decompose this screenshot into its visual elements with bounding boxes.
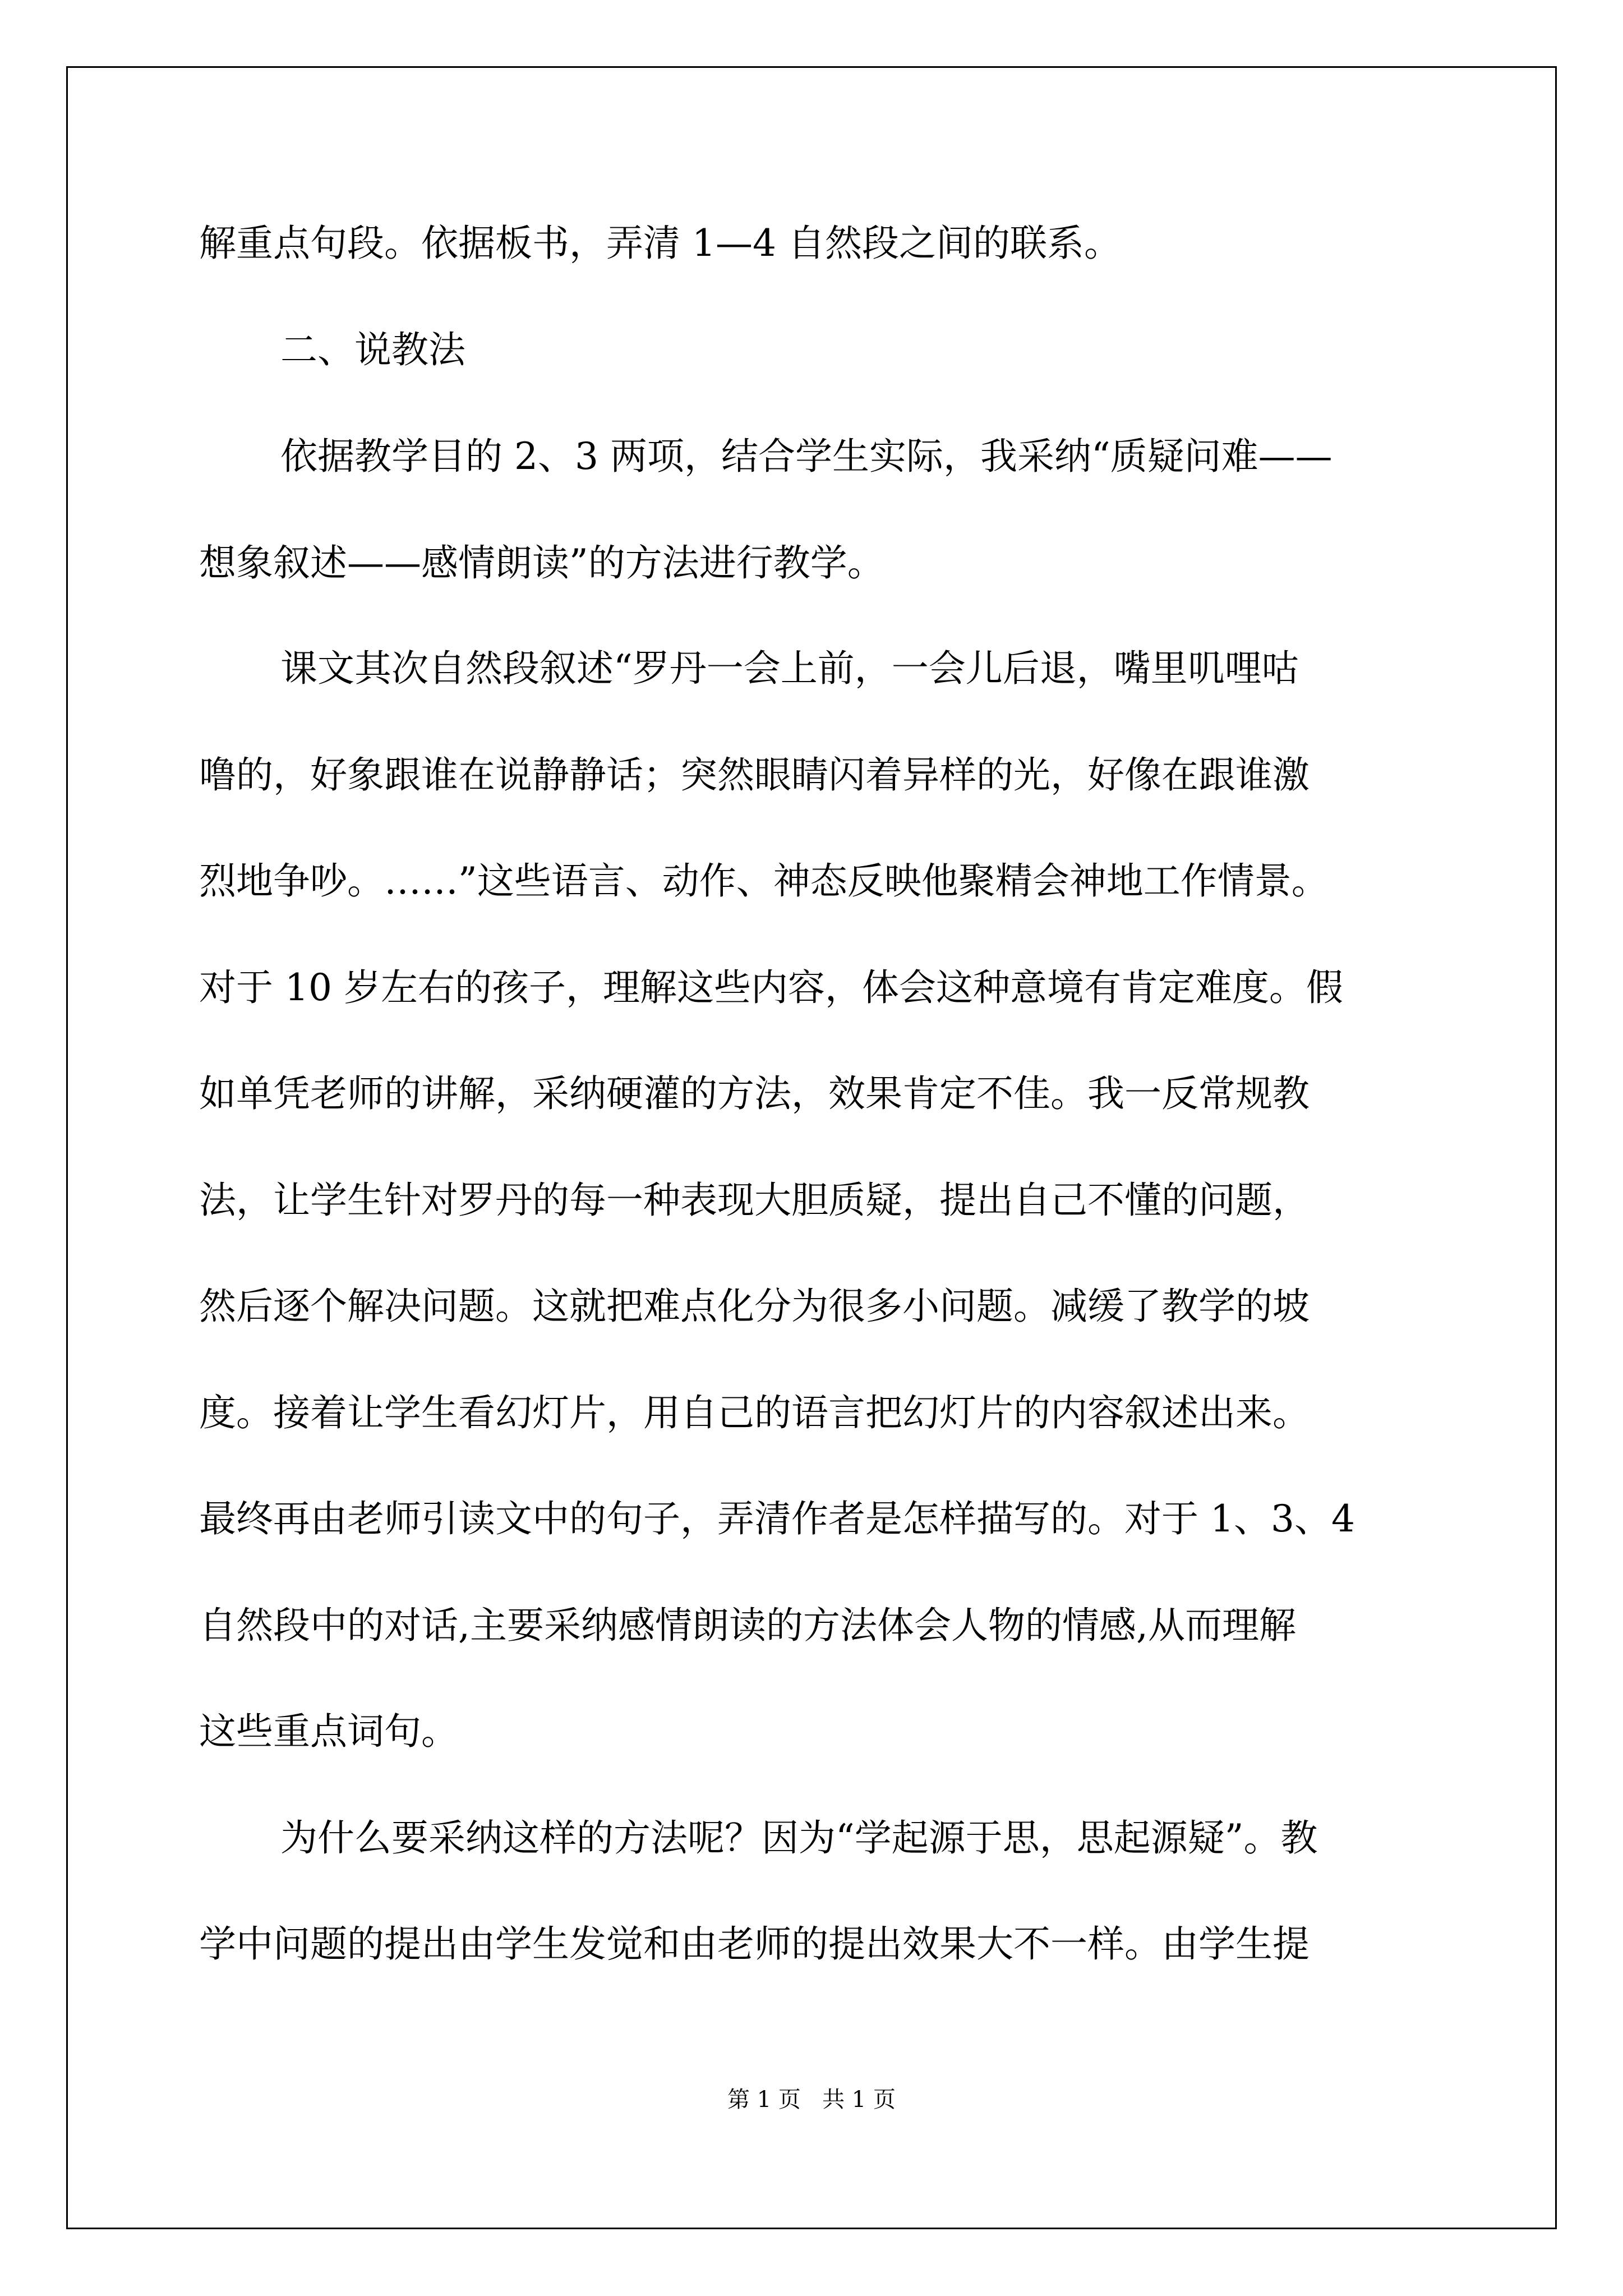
text-line: 为什么要采纳这样的方法呢？因为“学起源于思，思起源疑”。教 (280, 1816, 1318, 1860)
section-heading: 二、说教法 (280, 328, 465, 371)
text-line: 自然段中的对话,主要采纳感情朗读的方法体会人物的情感,从而理解 (199, 1604, 1296, 1647)
text-line: 课文其次自然段叙述“罗丹一会上前，一会儿后退，嘴里叽哩咕 (280, 647, 1299, 690)
text-line: 这些重点词句。 (199, 1710, 458, 1753)
page-number-footer: 第 1 页 共 1 页 (727, 2087, 896, 2113)
text-line: 对于 10 岁左右的孩子，理解这些内容，体会这种意境有肯定难度。假 (199, 966, 1343, 1009)
text-line: 想象叙述——感情朗读”的方法进行教学。 (199, 541, 884, 585)
text-line: 法，让学生针对罗丹的每一种表现大胆质疑，提出自己不懂的问题， (199, 1179, 1310, 1222)
text-line: 解重点句段。依据板书，弄清 1—4 自然段之间的联系。 (199, 222, 1121, 265)
text-line: 学中问题的提出由学生发觉和由老师的提出效果大不一样。由学生提 (199, 1922, 1310, 1966)
text-line: 烈地争吵。……”这些语言、动作、神态反映他聚精会神地工作情景。 (199, 859, 1329, 903)
text-line: 依据教学目的 2、3 两项，结合学生实际，我采纳“质疑问难—— (280, 435, 1332, 478)
text-line: 如单凭老师的讲解，采纳硬灌的方法，效果肯定不佳。我一反常规教 (199, 1072, 1310, 1115)
text-line: 最终再由老师引读文中的句子，弄清作者是怎样描写的。对于 1、3、4 (199, 1497, 1355, 1540)
text-line: 然后逐个解决问题。这就把难点化分为很多小问题。减缓了教学的坡 (199, 1285, 1310, 1328)
text-line: 噜的，好象跟谁在说静静话；突然眼睛闪着异样的光，好像在跟谁激 (199, 753, 1310, 797)
page-border (66, 66, 1557, 2229)
text-line: 度。接着让学生看幻灯片，用自己的语言把幻灯片的内容叙述出来。 (199, 1391, 1310, 1434)
